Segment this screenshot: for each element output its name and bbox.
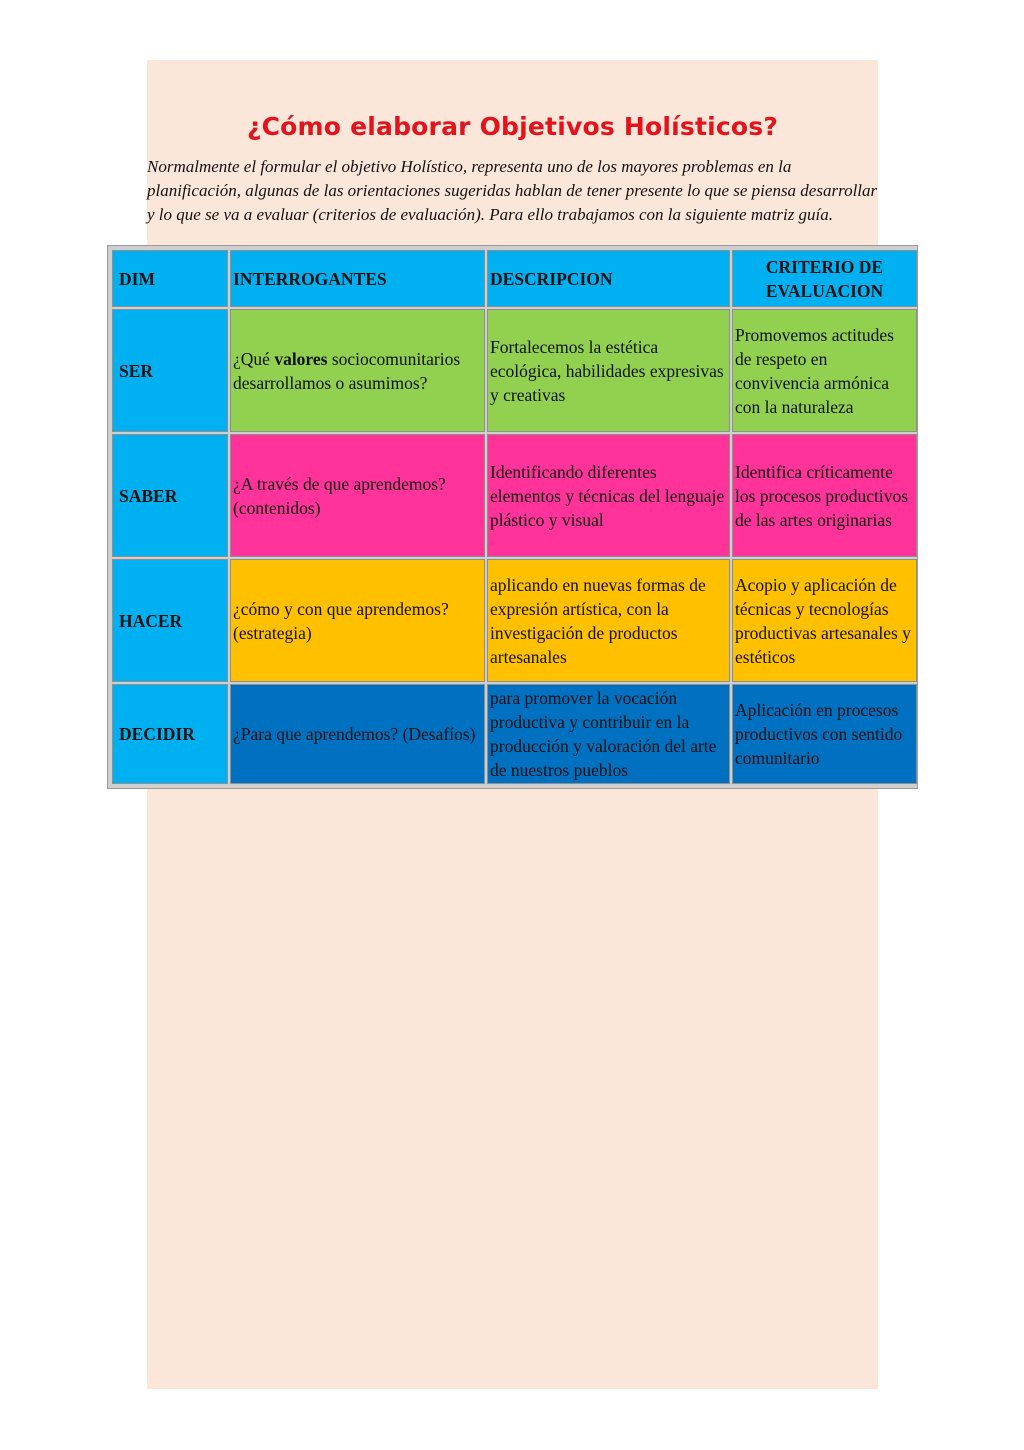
- header-descripcion: DESCRIPCION: [487, 250, 730, 307]
- table-row: [112, 434, 917, 557]
- row-descripcion: Identificando diferentes elementos y técnicas del lenguaje plástico y visual: [487, 434, 730, 557]
- interrogante-bold-text: valores: [274, 348, 328, 369]
- interrogante-text: ¿Qué: [233, 348, 275, 369]
- row-criterio: Promovemos actitudes de respeto en convivencia armónica con la naturaleza: [732, 309, 917, 432]
- table-row: [112, 309, 917, 432]
- header-interrogantes: INTERROGANTES: [230, 250, 485, 307]
- row-descripcion: Fortalecemos la estética ecológica, habilidades expresivas y creativas: [487, 309, 730, 432]
- row-criterio: Aplicación en procesos productivos con sentido comunitario: [732, 684, 917, 784]
- matrix-table: [110, 248, 919, 786]
- guide-matrix: [107, 245, 918, 789]
- row-interrogante: [230, 309, 485, 432]
- row-interrogante: ¿Para que aprendemos? (Desafíos): [230, 684, 485, 784]
- table-header-row: [112, 250, 917, 307]
- interrogante-text-continued: sociocomunitarios desarrollamos o asumimos?: [233, 348, 461, 393]
- row-dim: DECIDIR: [112, 684, 228, 784]
- table-row: [112, 559, 917, 682]
- row-dim: HACER: [112, 559, 228, 682]
- row-interrogante: ¿cómo y con que aprendemos? (estrategia): [230, 559, 485, 682]
- row-criterio: Identifica críticamente los procesos productivos de las artes originarias: [732, 434, 917, 557]
- row-descripcion: para promover la vocación productiva y contribuir en la producción y valoración del arte de nuestros pueblos: [487, 684, 730, 784]
- page-title: ¿Cómo elaborar Objetivos Holísticos?: [246, 112, 779, 141]
- header-dim: DIM: [112, 250, 228, 307]
- row-interrogante: ¿A través de que aprendemos? (contenidos): [230, 434, 485, 557]
- row-descripcion: aplicando en nuevas formas de expresión artística, con la investigación de productos artesanales: [487, 559, 730, 682]
- header-criterio: CRITERIO DE EVALUACION: [732, 250, 917, 307]
- row-dim: SER: [112, 309, 228, 432]
- intro-paragraph: Normalmente el formular el objetivo Holístico, representa uno de los mayores problemas en la planificación, algunas de las orientaciones sugeridas hablan de tener presente lo que se piensa desarrollar y lo que se va a evaluar (criterios de evaluación). Para ello trabajamos con la siguiente matriz guía.: [147, 157, 878, 224]
- row-criterio: Acopio y aplicación de técnicas y tecnologías productivas artesanales y estéticos: [732, 559, 917, 682]
- table-row: [112, 684, 917, 784]
- row-dim: SABER: [112, 434, 228, 557]
